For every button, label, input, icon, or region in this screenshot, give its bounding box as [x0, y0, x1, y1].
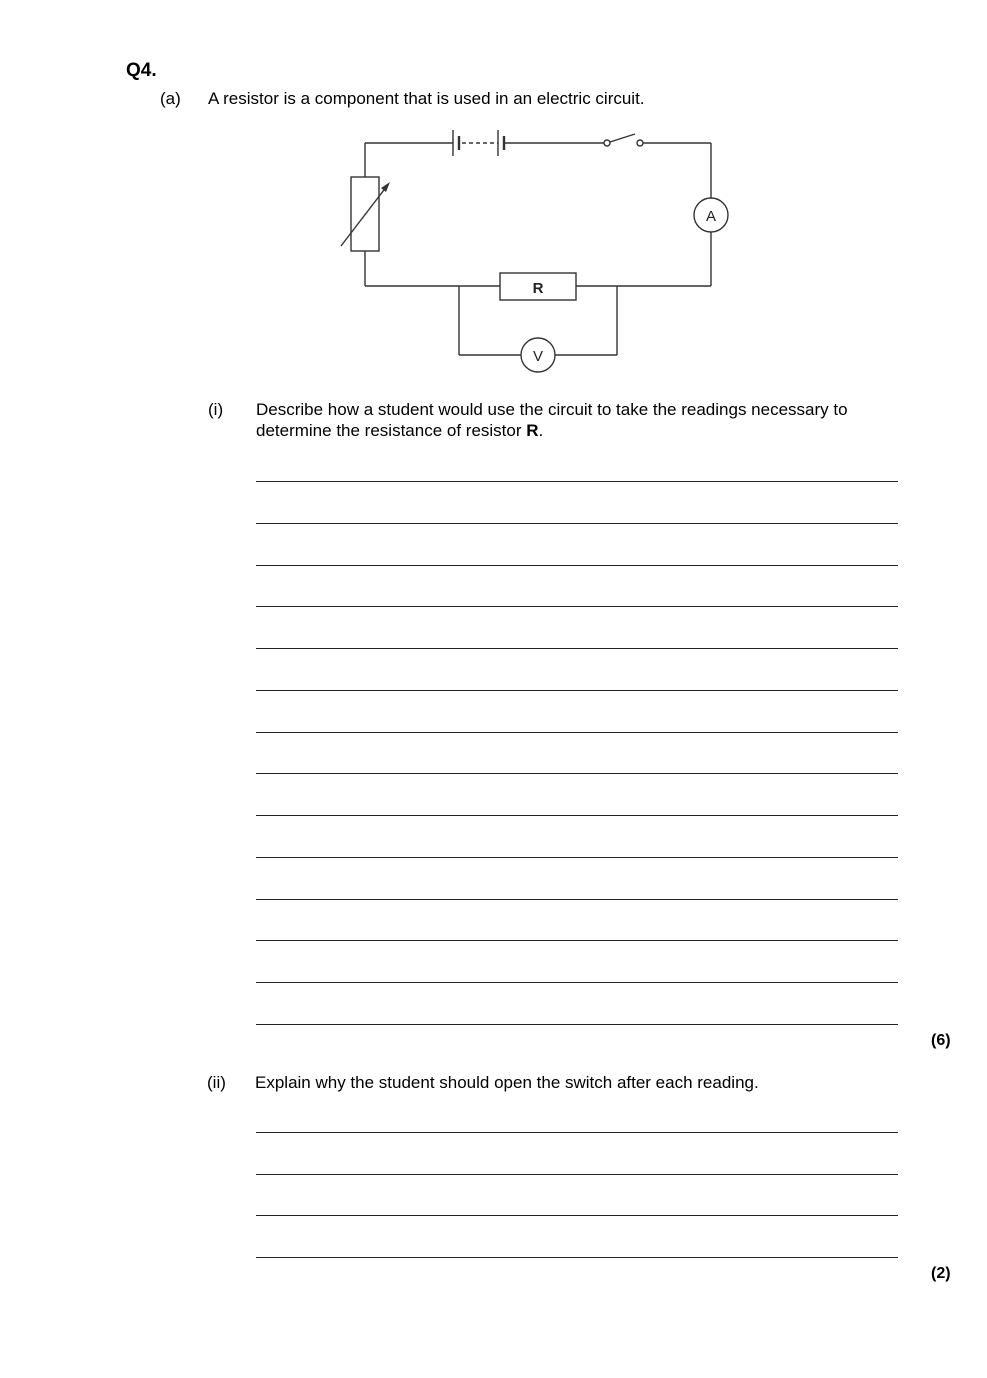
- answer-line[interactable]: [256, 982, 898, 983]
- answer-line[interactable]: [256, 815, 898, 816]
- variable-resistor-arrowhead: [381, 182, 390, 192]
- answer-line[interactable]: [256, 1132, 898, 1133]
- part-a-label: (a): [160, 89, 181, 108]
- sub-i-text-end: .: [538, 421, 544, 440]
- answer-line[interactable]: [256, 606, 898, 607]
- answer-line[interactable]: [256, 1257, 898, 1258]
- circuit-diagram: [330, 120, 750, 380]
- answer-line[interactable]: [256, 1174, 898, 1175]
- answer-line[interactable]: [256, 1215, 898, 1216]
- answer-line[interactable]: [256, 773, 898, 774]
- voltmeter-label: V: [532, 348, 544, 365]
- sub-i-marks: (6): [931, 1032, 951, 1049]
- resistor-label: R: [532, 280, 544, 297]
- sub-ii-text: Explain why the student should open the switch after each reading.: [255, 1073, 759, 1092]
- switch-contact-right: [637, 140, 643, 146]
- answer-line[interactable]: [256, 481, 898, 482]
- ammeter-label: A: [705, 208, 717, 225]
- sub-ii-label: (ii): [207, 1073, 226, 1092]
- answer-line[interactable]: [256, 857, 898, 858]
- answer-line[interactable]: [256, 648, 898, 649]
- sub-ii-marks: (2): [931, 1265, 951, 1282]
- sub-i-text-main: Describe how a student would use the circuit to take the readings necessary to determine the resistance of resistor: [256, 400, 848, 440]
- question-number: Q4.: [126, 60, 157, 81]
- switch-contact-left: [604, 140, 610, 146]
- sub-i-text: [256, 399, 916, 441]
- sub-i-text-bold: R: [526, 421, 539, 440]
- answer-line[interactable]: [256, 690, 898, 691]
- answer-line[interactable]: [256, 899, 898, 900]
- answer-line[interactable]: [256, 565, 898, 566]
- sub-i-label: (i): [208, 400, 224, 419]
- answer-line[interactable]: [256, 523, 898, 524]
- answer-line[interactable]: [256, 732, 898, 733]
- answer-line[interactable]: [256, 1024, 898, 1025]
- answer-line[interactable]: [256, 940, 898, 941]
- part-a-text: A resistor is a component that is used in an electric circuit.: [208, 89, 645, 108]
- switch-lever: [610, 134, 635, 142]
